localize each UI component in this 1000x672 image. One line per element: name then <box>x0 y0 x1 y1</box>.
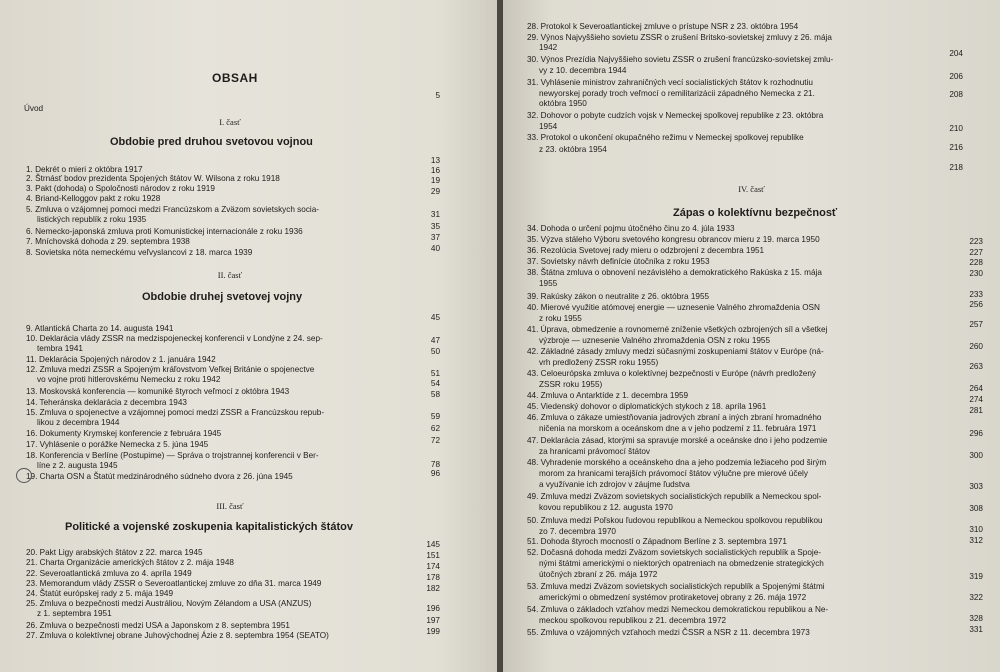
contents-entry <box>26 334 323 343</box>
entry-page: 227 <box>969 248 983 257</box>
contents-entry <box>26 184 215 193</box>
contents-entry: 46. Zmluva o zákaze umiestňovania jadrových zbraní a iných zbraní hromadného <box>527 413 822 422</box>
entry-page: 29 <box>430 187 440 196</box>
entry-page: 51 <box>430 369 440 378</box>
entry-continuation: za hranicami právomocí štátov <box>539 447 651 456</box>
entry-page: 78 <box>430 460 440 469</box>
part-label: II. časť <box>217 270 243 280</box>
entry-page: 230 <box>969 269 983 278</box>
entry-page: 178 <box>426 573 440 582</box>
entry-title: 24. Štatút európskej rady z 5. mája 1949 <box>26 589 174 598</box>
entry-continuation: 1955 <box>539 279 558 288</box>
entry-page: 263 <box>969 362 983 371</box>
entry-page: 31 <box>430 210 440 219</box>
entry-continuation: newyorskej porady troch veľmocí o remilitarizácii západného Nemecka z 21. <box>539 89 815 98</box>
entry-title: 2. Štrnásť bodov prezidenta Spojených štátov W. Wilsona z roku 1918 <box>26 174 280 183</box>
contents-entry: 34. Dohoda o určení pojmu útočného činu zo 4. júla 1933 <box>527 224 735 233</box>
entry-continuation: z roku 1955 <box>539 314 582 323</box>
contents-entry: 36. Rezolúcia Svetovej rady mieru o odzbrojení z decembra 1951 <box>527 246 765 255</box>
entry-continuation: tembra 1941 <box>37 344 83 353</box>
entry-title: 13. Moskovská konferencia — komuniké štyroch veľmocí z októbra 1943 <box>26 387 290 396</box>
contents-entry: 33. Protokol o ukončení okupačného režimu v Nemeckej spolkovej republike <box>527 133 804 142</box>
entry-title: 5. Zmluva o vzájomnej pomoci medzi Francúzskom a Zväzom sovietskych socia- <box>26 205 320 214</box>
entry-continuation: výzbroje — uznesenie Valného zhromaždenia OSN z roku 1955 <box>539 336 771 345</box>
contents-entry: 50. Zmluva medzi Poľskou ľudovou republikou a Nemeckou spolkovou republikou <box>527 516 823 525</box>
entry-title: 26. Zmluva o bezpečnosti medzi USA a Japonskom z 8. septembra 1951 <box>26 621 290 630</box>
entry-page: 328 <box>969 614 983 623</box>
contents-entry <box>26 558 234 567</box>
entry-continuation: ničenia na morskom a oceánskom dne a v jeho podzemí z 11. februára 1971 <box>539 424 817 433</box>
contents-entry <box>26 408 324 417</box>
contents-entry: 38. Štátna zmluva o obnovení nezávislého a demokratického Rakúska z 15. mája <box>527 268 822 277</box>
entry-title: 17. Vyhlásenie o porážke Nemecka z 5. júna 1945 <box>26 440 209 449</box>
entry-continuation: nými štátmi americkými o niektorých opatreniach na obmedzenie strategických <box>539 559 824 568</box>
entry-title: 4. Briand-Kelloggov pakt z roku 1928 <box>26 194 161 203</box>
part-label: IV. časť <box>738 184 765 194</box>
contents-entry: 44. Zmluva o Antarktíde z 1. decembra 1959 <box>527 391 689 400</box>
handwritten-circle-mark <box>16 468 32 483</box>
contents-entry: 48. Vyhradenie morského a oceánskeho dna a jeho podzemia ležiaceho pod širým <box>527 458 827 467</box>
entry-continuation: vrh predložený ZSSR roku 1955) <box>539 358 659 367</box>
contents-entry <box>26 174 280 183</box>
contents-entry <box>26 579 321 588</box>
entry-continuation: z 1. septembra 1951 <box>37 609 112 618</box>
entry-continuation: listických republík z roku 1935 <box>37 215 147 224</box>
entry-continuation: útočných zbraní z 26. mája 1972 <box>539 570 658 579</box>
entry-page: 274 <box>969 395 983 404</box>
entry-page: 13 <box>430 156 440 165</box>
contents-entry: 47. Deklarácia zásad, ktorými sa spravuje morské a oceánske dno i jeho podzemie <box>527 436 828 445</box>
entry-title: 19. Charta OSN a Štatút medzinárodného súdneho dvora z 26. júna 1945 <box>26 472 293 481</box>
entry-page: 62 <box>430 424 440 433</box>
entry-page: 206 <box>949 72 963 81</box>
entry-page: 58 <box>430 390 440 399</box>
contents-entry <box>26 387 289 396</box>
entry-title: 6. Nemecko-japonská zmluva proti Komunistickej internacionále z roku 1936 <box>26 227 303 236</box>
entry-continuation: likou z decembra 1944 <box>37 418 120 427</box>
intro-page: 5 <box>435 91 440 100</box>
entry-page: 19 <box>430 176 440 185</box>
contents-entry <box>26 569 192 578</box>
contents-entry: 52. Dočasná dohoda medzi Zväzom sovietskych socialistických republík a Spoje- <box>527 548 821 557</box>
entry-title: 18. Konferencia v Berlíne (Postupime) — Správa o trojstrannej konferencii v Ber- <box>26 451 319 460</box>
entry-page: 216 <box>949 143 963 152</box>
entry-page: 322 <box>969 593 983 602</box>
entry-title: 16. Dokumenty Krymskej konferencie z februára 1945 <box>26 429 222 438</box>
entry-continuation: a využívanie ich zdrojov v záujme ľudstva <box>539 480 690 489</box>
contents-entry <box>26 631 329 640</box>
contents-entry: 41. Úprava, obmedzenie a rovnomerné zníženie všetkých ozbrojených síl a všetkej <box>527 325 828 334</box>
entry-page: 208 <box>949 90 963 99</box>
entry-title: 7. Mníchovská dohoda z 29. septembra 1938 <box>26 237 190 246</box>
entry-continuation: meckou spolkovou republikou z 21. decembra 1972 <box>539 616 727 625</box>
entry-title: 8. Sovietska nóta nemeckému veľvyslancovi z 18. marca 1939 <box>26 248 253 257</box>
part-label: I. časť <box>219 117 241 127</box>
contents-entry: 51. Dohoda štyroch mocností o Západnom Berlíne z 3. septembra 1971 <box>527 537 787 546</box>
contents-entry: 49. Zmluva medzi Zväzom sovietskych socialistických republík a Nemeckou spol- <box>527 492 822 501</box>
contents-entry: 54. Zmluva o základoch vzťahov medzi Nemeckou demokratickou republikou a Ne- <box>527 605 829 614</box>
entry-page: 72 <box>430 436 440 445</box>
entry-page: 54 <box>430 379 440 388</box>
entry-page: 260 <box>969 342 983 351</box>
entry-page: 308 <box>969 504 983 513</box>
entry-page: 331 <box>969 625 983 634</box>
entry-page: 296 <box>969 429 983 438</box>
left-page <box>0 0 497 672</box>
contents-title: OBSAH <box>212 71 258 85</box>
entry-title: 20. Pakt Ligy arabských štátov z 22. marca 1945 <box>26 548 203 557</box>
contents-entry: 35. Výzva stáleho Výboru svetového kongresu obrancov mieru z 19. marca 1950 <box>527 235 820 244</box>
contents-entry <box>26 365 314 374</box>
contents-entry: 29. Výnos Najvyššieho sovietu ZSSR o zrušení Britsko-sovietskej zmluvy z 26. mája <box>527 33 832 42</box>
contents-entry: 32. Dohovor o pobyte cudzích vojsk v Nemeckej spolkovej republike z 23. októbra <box>527 111 824 120</box>
entry-page: 300 <box>969 451 983 460</box>
contents-entry: 39. Rakúsky zákon o neutralite z 26. októbra 1955 <box>527 292 710 301</box>
entry-page: 45 <box>430 313 440 322</box>
entry-page: 151 <box>426 551 440 560</box>
entry-continuation: vo vojne proti hitlerovskému Nemecku z roku 1942 <box>37 375 221 384</box>
contents-entry: 55. Zmluva o vzájomných vzťahoch medzi ČSSR a NSR z 11. decembra 1973 <box>527 628 810 637</box>
part-heading: Obdobie druhej svetovej vojny <box>142 291 303 303</box>
entry-continuation: ZSSR roku 1955) <box>539 380 603 389</box>
entry-title: 22. Severoatlantická zmluva zo 4. apríla 1949 <box>26 569 192 578</box>
contents-entry <box>26 451 319 460</box>
contents-entry <box>26 472 293 481</box>
contents-entry: 37. Sovietsky návrh definície útočníka z roku 1953 <box>527 257 710 266</box>
entry-page: 59 <box>430 412 440 421</box>
entry-continuation: morom za hranicami terajších právomocí štátov výlučne pre mierové účely <box>539 469 808 478</box>
entry-continuation: z 23. októbra 1954 <box>539 145 607 154</box>
entry-page: 196 <box>426 604 440 613</box>
entry-continuation: zo 7. decembra 1970 <box>539 527 616 536</box>
entry-page: 197 <box>426 616 440 625</box>
entry-page: 312 <box>969 536 983 545</box>
contents-entry: 45. Viedenský dohovor o diplomatických stykoch z 18. apríla 1961 <box>527 402 767 411</box>
contents-entry <box>26 548 203 557</box>
entry-continuation: líne z 2. augusta 1945 <box>37 461 118 470</box>
entry-page: 210 <box>949 124 963 133</box>
contents-entry <box>26 237 190 246</box>
part-heading: Politické a vojenské zoskupenia kapitalistických štátov <box>65 521 353 533</box>
entry-page: 256 <box>969 300 983 309</box>
entry-continuation: vy z 10. decembra 1944 <box>539 66 627 75</box>
entry-page: 182 <box>426 584 440 593</box>
entry-continuation: 1954 <box>539 122 558 131</box>
contents-entry <box>26 324 173 333</box>
entry-page: 47 <box>430 336 440 345</box>
entry-title: 14. Teheránska deklarácia z decembra 1943 <box>26 398 187 407</box>
entry-page: 199 <box>426 627 440 636</box>
contents-entry <box>26 621 290 630</box>
part-label: III. časť <box>216 501 244 511</box>
entry-page: 96 <box>430 469 440 478</box>
entry-title: 23. Memorandum vlády ZSSR o Severoatlantickej zmluve zo dňa 31. marca 1949 <box>26 579 322 588</box>
contents-entry <box>26 429 221 438</box>
entry-title: 15. Zmluva o spojenectve a vzájomnej pomoci medzi ZSSR a Francúzskou repub- <box>26 408 325 417</box>
right-page <box>503 0 1000 672</box>
contents-entry <box>26 248 252 257</box>
entry-title: 11. Deklarácia Spojených národov z 1. januára 1942 <box>26 355 216 364</box>
contents-entry: 43. Celoeurópska zmluva o kolektívnej bezpečnosti v Európe (návrh predložený <box>527 369 816 378</box>
entry-page: 303 <box>969 482 983 491</box>
entry-page: 204 <box>949 49 963 58</box>
entry-page: 228 <box>969 258 983 267</box>
contents-entry <box>26 355 216 364</box>
contents-entry <box>26 227 303 236</box>
entry-page: 16 <box>430 166 440 175</box>
contents-entry <box>26 194 160 203</box>
entry-page: 264 <box>969 384 983 393</box>
entry-title: 1. Dekrét o mieri z októbra 1917 <box>26 165 143 174</box>
contents-entry: 53. Zmluva medzi Zväzom sovietskych socialistických republík a Spojenými štátmi <box>527 582 825 591</box>
entry-continuation: kovou republikou z 12. augusta 1970 <box>539 503 673 512</box>
entry-page: 50 <box>430 347 440 356</box>
entry-page: 174 <box>426 562 440 571</box>
contents-entry: 30. Výnos Prezídia Najvyššieho sovietu ZSSR o zrušení francúzsko-sovietskej zmlu- <box>527 55 834 64</box>
entry-title: 9. Atlantická Charta zo 14. augusta 1941 <box>26 324 174 333</box>
entry-page: 218 <box>949 163 963 172</box>
entry-page: 233 <box>969 290 983 299</box>
entry-continuation: americkými o obmedzení systémov protiraketovej obrany z 26. mája 1972 <box>539 593 807 602</box>
entry-page: 40 <box>430 244 440 253</box>
contents-entry <box>26 165 143 174</box>
part-heading: Zápas o kolektívnu bezpečnosť <box>673 207 838 219</box>
entry-continuation: 1942 <box>539 43 558 52</box>
entry-title: 25. Zmluva o bezpečnosti medzi Austráliou, Novým Zélandom a USA (ANZUS) <box>26 599 312 608</box>
entry-page: 37 <box>430 233 440 242</box>
entry-page: 310 <box>969 525 983 534</box>
contents-entry <box>26 589 173 598</box>
entry-title: 21. Charta Organizácie amerických štátov z 2. mája 1948 <box>26 558 234 567</box>
contents-entry: 31. Vyhlásenie ministrov zahraničných vecí socialistických štátov k rozhodnutiu <box>527 78 813 87</box>
entry-page: 35 <box>430 222 440 231</box>
contents-entry: 40. Mierové využitie atómovej energie — uznesenie Valného zhromaždenia OSN <box>527 303 820 312</box>
contents-entry <box>26 599 311 608</box>
entry-title: 12. Zmluva medzi ZSSR a Spojeným kráľovstvom Veľkej Británie o spojenectve <box>26 365 315 374</box>
entry-continuation: októbra 1950 <box>539 99 587 108</box>
entry-page: 145 <box>426 540 440 549</box>
entry-page: 281 <box>969 406 983 415</box>
contents-entry: 42. Základné zásady zmluvy medzi súčasnými zoskupeniami štátov v Európe (ná- <box>527 347 824 356</box>
entry-title: 3. Pakt (dohoda) o Spoločnosti národov z roku 1919 <box>26 184 215 193</box>
part-heading: Obdobie pred druhou svetovou vojnou <box>110 136 313 148</box>
intro-label: Úvod <box>24 104 44 113</box>
entry-page: 257 <box>969 320 983 329</box>
entry-page: 319 <box>969 572 983 581</box>
contents-entry <box>26 398 187 407</box>
contents-entry <box>26 440 208 449</box>
entry-title: 10. Deklarácia vlády ZSSR na medzispojeneckej konferencii v Londýne z 24. sep- <box>26 334 323 343</box>
contents-entry: 28. Protokol k Severoatlantickej zmluve o prístupe NSR z 23. októbra 1954 <box>527 22 799 31</box>
entry-title: 27. Zmluva o kolektívnej obrane Juhovýchodnej Ázie z 8. septembra 1954 (SEATO) <box>26 631 329 640</box>
contents-entry <box>26 205 319 214</box>
entry-page: 223 <box>969 237 983 246</box>
